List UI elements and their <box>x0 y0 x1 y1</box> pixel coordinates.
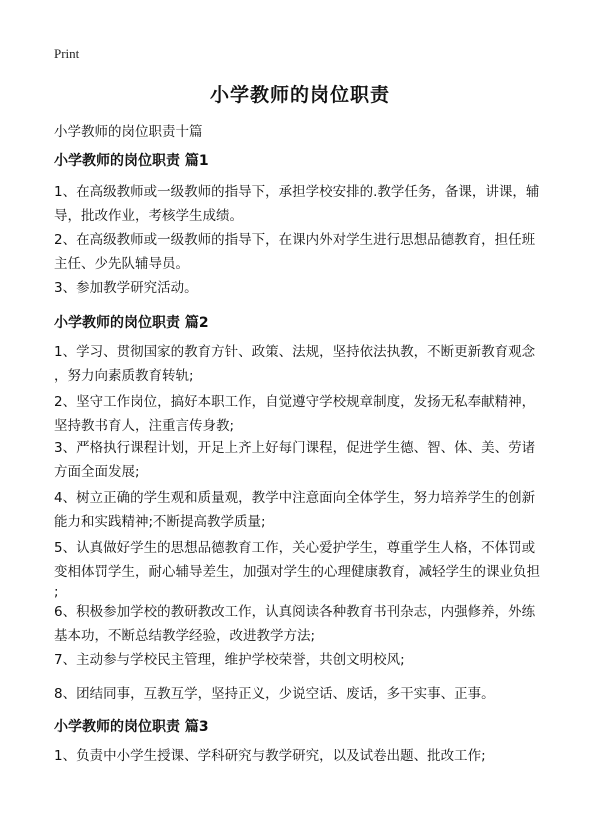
paragraph <box>54 180 554 228</box>
paragraph <box>54 536 554 600</box>
section-heading-1: 小学教师的岗位职责 篇1 <box>54 153 209 169</box>
paragraph-line: 导，批改作业，考核学生成绩。 <box>54 208 243 224</box>
paragraph <box>54 648 554 672</box>
paragraph-line: 1、在高级教师或一级教师的指导下，承担学校安排的.教学任务，备课，讲课，辅 <box>54 184 540 200</box>
paragraph <box>54 436 554 484</box>
paragraph-line: 5、认真做好学生的思想品德教育工作，关心爱护学生，尊重学生人格，不体罚或 <box>54 540 536 556</box>
paragraph-line: 2、在高级教师或一级教师的指导下，在课内外对学生进行思想品德教育，担任班 <box>54 232 536 248</box>
paragraph-line: 4、树立正确的学生观和质量观，教学中注意面向全体学生，努力培养学生的创新 <box>54 490 536 506</box>
paragraph <box>54 682 554 706</box>
paragraph-line: 3、严格执行课程计划，开足上齐上好每门课程，促进学生德、智、体、美、劳诸 <box>54 440 536 456</box>
paragraph <box>54 600 554 648</box>
paragraph-line: 7、主动参与学校民主管理，维护学校荣誉，共创文明校风; <box>54 652 405 668</box>
paragraph <box>54 390 554 438</box>
paragraph <box>54 276 554 300</box>
print-label: Print <box>54 46 80 61</box>
paragraph-line: 1、学习、贯彻国家的教育方针、政策、法规，坚持依法执教，不断更新教育观念 <box>54 344 536 360</box>
paragraph-line: 主任、少先队辅导员。 <box>54 256 189 272</box>
paragraph-line: 坚持教书育人，注重言传身教; <box>54 418 235 434</box>
paragraph <box>54 486 554 534</box>
document-subtitle: 小学教师的岗位职责十篇 <box>54 124 203 140</box>
paragraph-line: ，努力向素质教育转轨; <box>54 368 194 384</box>
section-heading-2: 小学教师的岗位职责 篇2 <box>54 315 209 331</box>
paragraph-line: 基本功，不断总结教学经验，改进教学方法; <box>54 628 316 644</box>
page-title: 小学教师的岗位职责 <box>209 84 390 106</box>
paragraph-line: 2、坚守工作岗位，搞好本职工作，自觉遵守学校规章制度，发扬无私奉献精神， <box>54 394 536 410</box>
paragraph-line: 3、参加教学研究活动。 <box>54 280 198 296</box>
section-heading-3: 小学教师的岗位职责 篇3 <box>54 719 209 735</box>
paragraph-line: 方面全面发展; <box>54 464 140 480</box>
paragraph-line: 变相体罚学生，耐心辅导差生，加强对学生的心理健康教育，减轻学生的课业负担 <box>54 564 540 580</box>
paragraph-line: 能力和实践精神;不断提高教学质量; <box>54 514 266 530</box>
paragraph-line: 1、负责中小学生授课、学科研究与教学研究，以及试卷出题、批改工作; <box>54 748 486 764</box>
paragraph <box>54 340 554 388</box>
paragraph <box>54 744 554 768</box>
paragraph-line: 8、团结同事，互教互学，坚持正义，少说空话、废话，多干实事、正事。 <box>54 686 495 702</box>
paragraph-line: ; <box>54 584 59 600</box>
paragraph-line: 6、积极参加学校的教研教改工作，认真阅读各种教育书刊杂志，内强修养，外练 <box>54 604 536 620</box>
paragraph <box>54 228 554 276</box>
